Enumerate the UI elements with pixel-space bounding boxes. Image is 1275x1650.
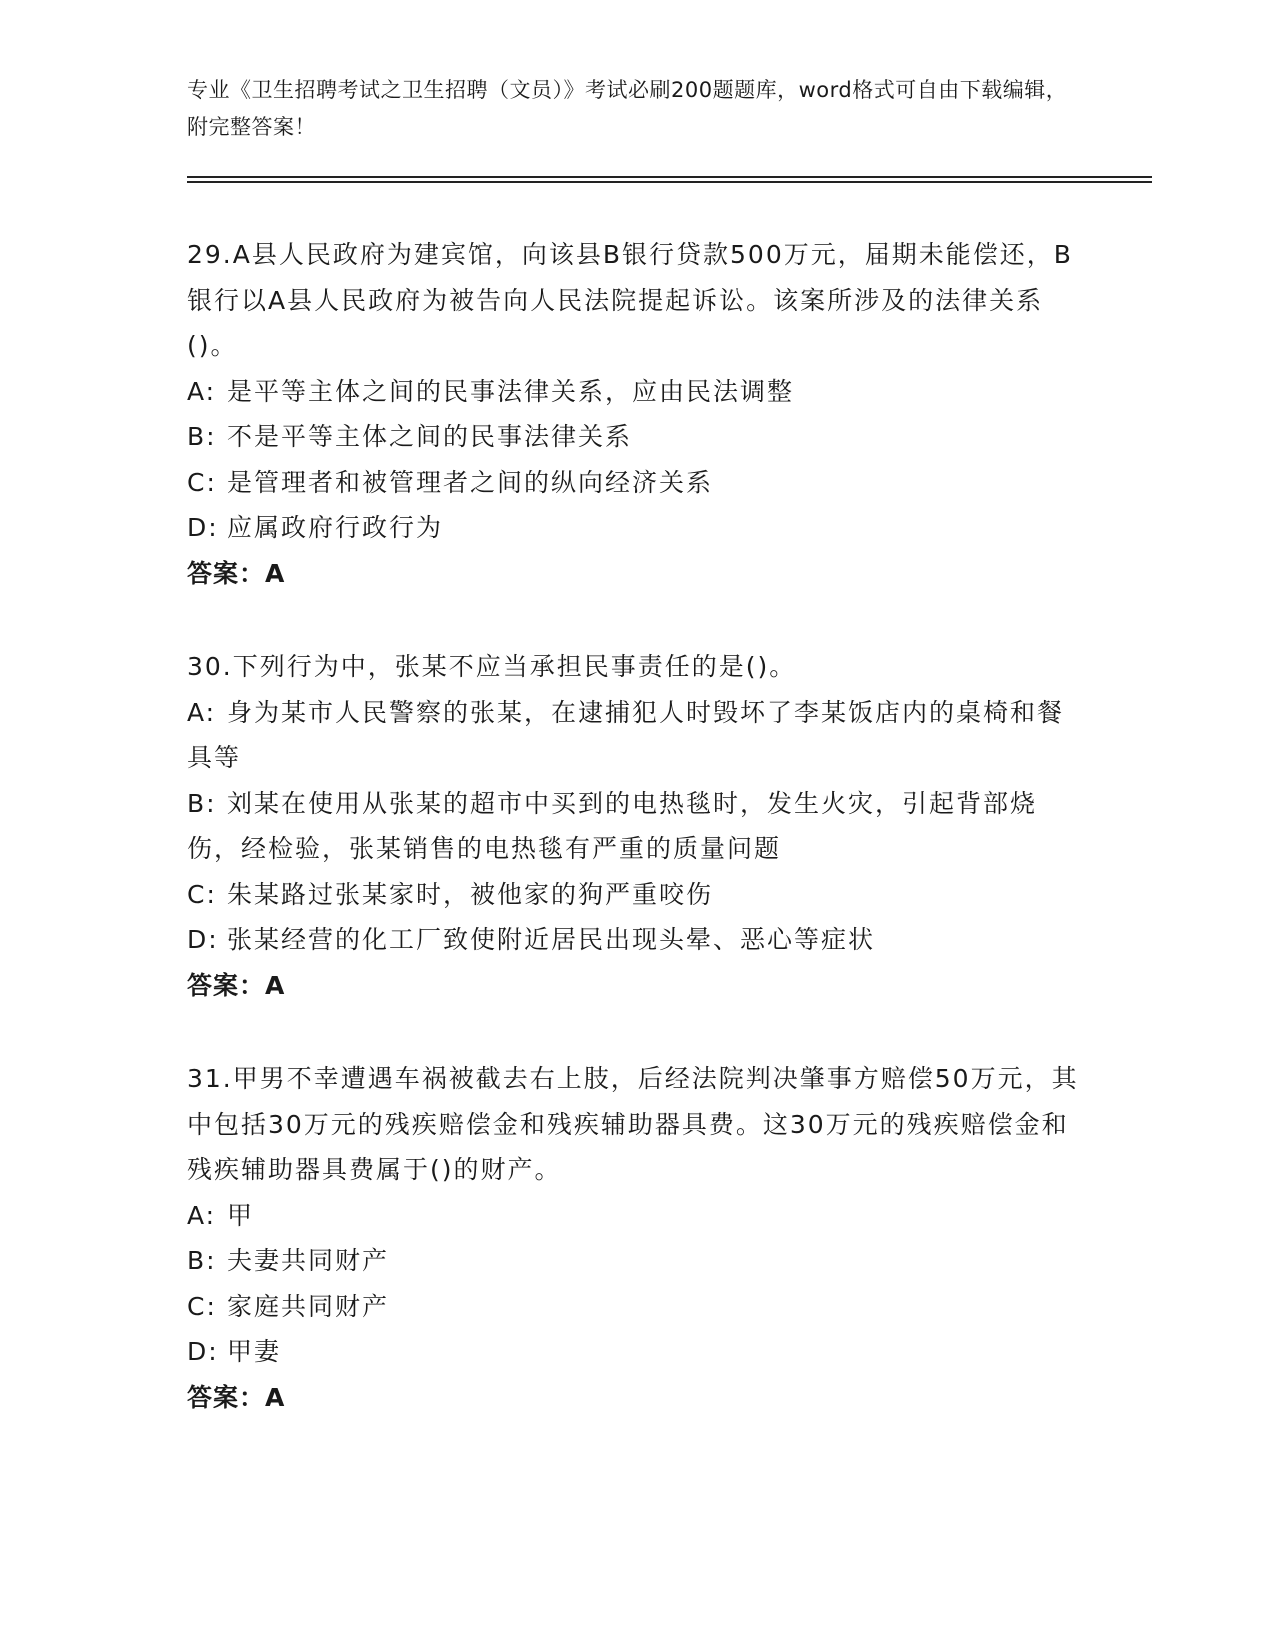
option-label: B: <box>187 1246 217 1275</box>
option-label: B: <box>187 422 217 451</box>
option-d <box>187 1329 1087 1375</box>
option-text: 不是平等主体之间的民事法律关系 <box>227 422 633 451</box>
question-29 <box>187 232 1087 596</box>
answer-line: 答案：A <box>187 970 286 1000</box>
option-label: D: <box>187 1337 219 1366</box>
option-label: A: <box>187 1200 217 1230</box>
header-rule-top <box>187 176 1152 178</box>
option-d <box>187 917 1087 963</box>
option-text: 应属政府行政行为 <box>227 513 444 542</box>
question-stem: 30.下列行为中，张某不应当承担民事责任的是()。 <box>187 652 797 681</box>
option-b <box>187 414 1087 460</box>
option-c <box>187 460 1087 506</box>
question-30 <box>187 644 1087 1008</box>
answer-line: 答案：A <box>187 558 286 588</box>
option-label: A: <box>187 697 217 727</box>
option-label: D: <box>187 925 219 954</box>
question-list <box>187 232 1087 1468</box>
option-text: 家庭共同财产 <box>227 1291 390 1321</box>
option-b <box>187 781 1087 872</box>
option-a <box>187 690 1087 781</box>
option-text: 身为某市人民警察的张某，在逮捕犯人时毁坏了李某饭店内的桌椅和餐具等 <box>187 697 1065 772</box>
option-text: 张某经营的化工厂致使附近居民出现头晕、恶心等症状 <box>227 925 876 954</box>
question-31 <box>187 1056 1087 1420</box>
question-stem: 31.甲男不幸遭遇车祸被截去右上肢，后经法院判决肇事方赔偿50万元，其中包括30万元的残疾赔偿金和残疾辅助器具费。这30万元的残疾赔偿金和残疾辅助器具费属于()的财产。 <box>187 1064 1079 1184</box>
answer-line: 答案：A <box>187 1382 286 1412</box>
option-text: 甲 <box>227 1200 255 1230</box>
option-text: 甲妻 <box>227 1337 282 1366</box>
option-label: C: <box>187 879 217 909</box>
option-text: 刘某在使用从张某的超市中买到的电热毯时，发生火灾，引起背部烧伤，经检验，张某销售的电热毯有严重的质量问题 <box>187 788 1038 863</box>
option-label: C: <box>187 1291 217 1321</box>
option-a <box>187 1193 1087 1239</box>
option-label: D: <box>187 513 219 542</box>
option-text: 夫妻共同财产 <box>227 1246 390 1275</box>
option-c <box>187 1284 1087 1330</box>
option-text: 朱某路过张某家时，被他家的狗严重咬伤 <box>227 879 714 909</box>
option-b <box>187 1238 1087 1284</box>
option-label: A: <box>187 376 217 406</box>
document-header: 专业《卫生招聘考试之卫生招聘（文员）》考试必刷200题题库，word格式可自由下载编辑，附完整答案！ <box>187 78 1068 139</box>
option-text: 是管理者和被管理者之间的纵向经济关系 <box>227 467 714 497</box>
option-text: 是平等主体之间的民事法律关系，应由民法调整 <box>227 376 795 406</box>
option-d <box>187 505 1087 551</box>
header-rule-bottom <box>187 181 1152 183</box>
question-stem: 29.A县人民政府为建宾馆，向该县B银行贷款500万元，届期未能偿还，B银行以A县人民政府为被告向人民法院提起诉讼。该案所涉及的法律关系()。 <box>187 240 1073 360</box>
option-a <box>187 369 1087 415</box>
option-c <box>187 872 1087 918</box>
option-label: B: <box>187 788 217 818</box>
option-label: C: <box>187 467 217 497</box>
